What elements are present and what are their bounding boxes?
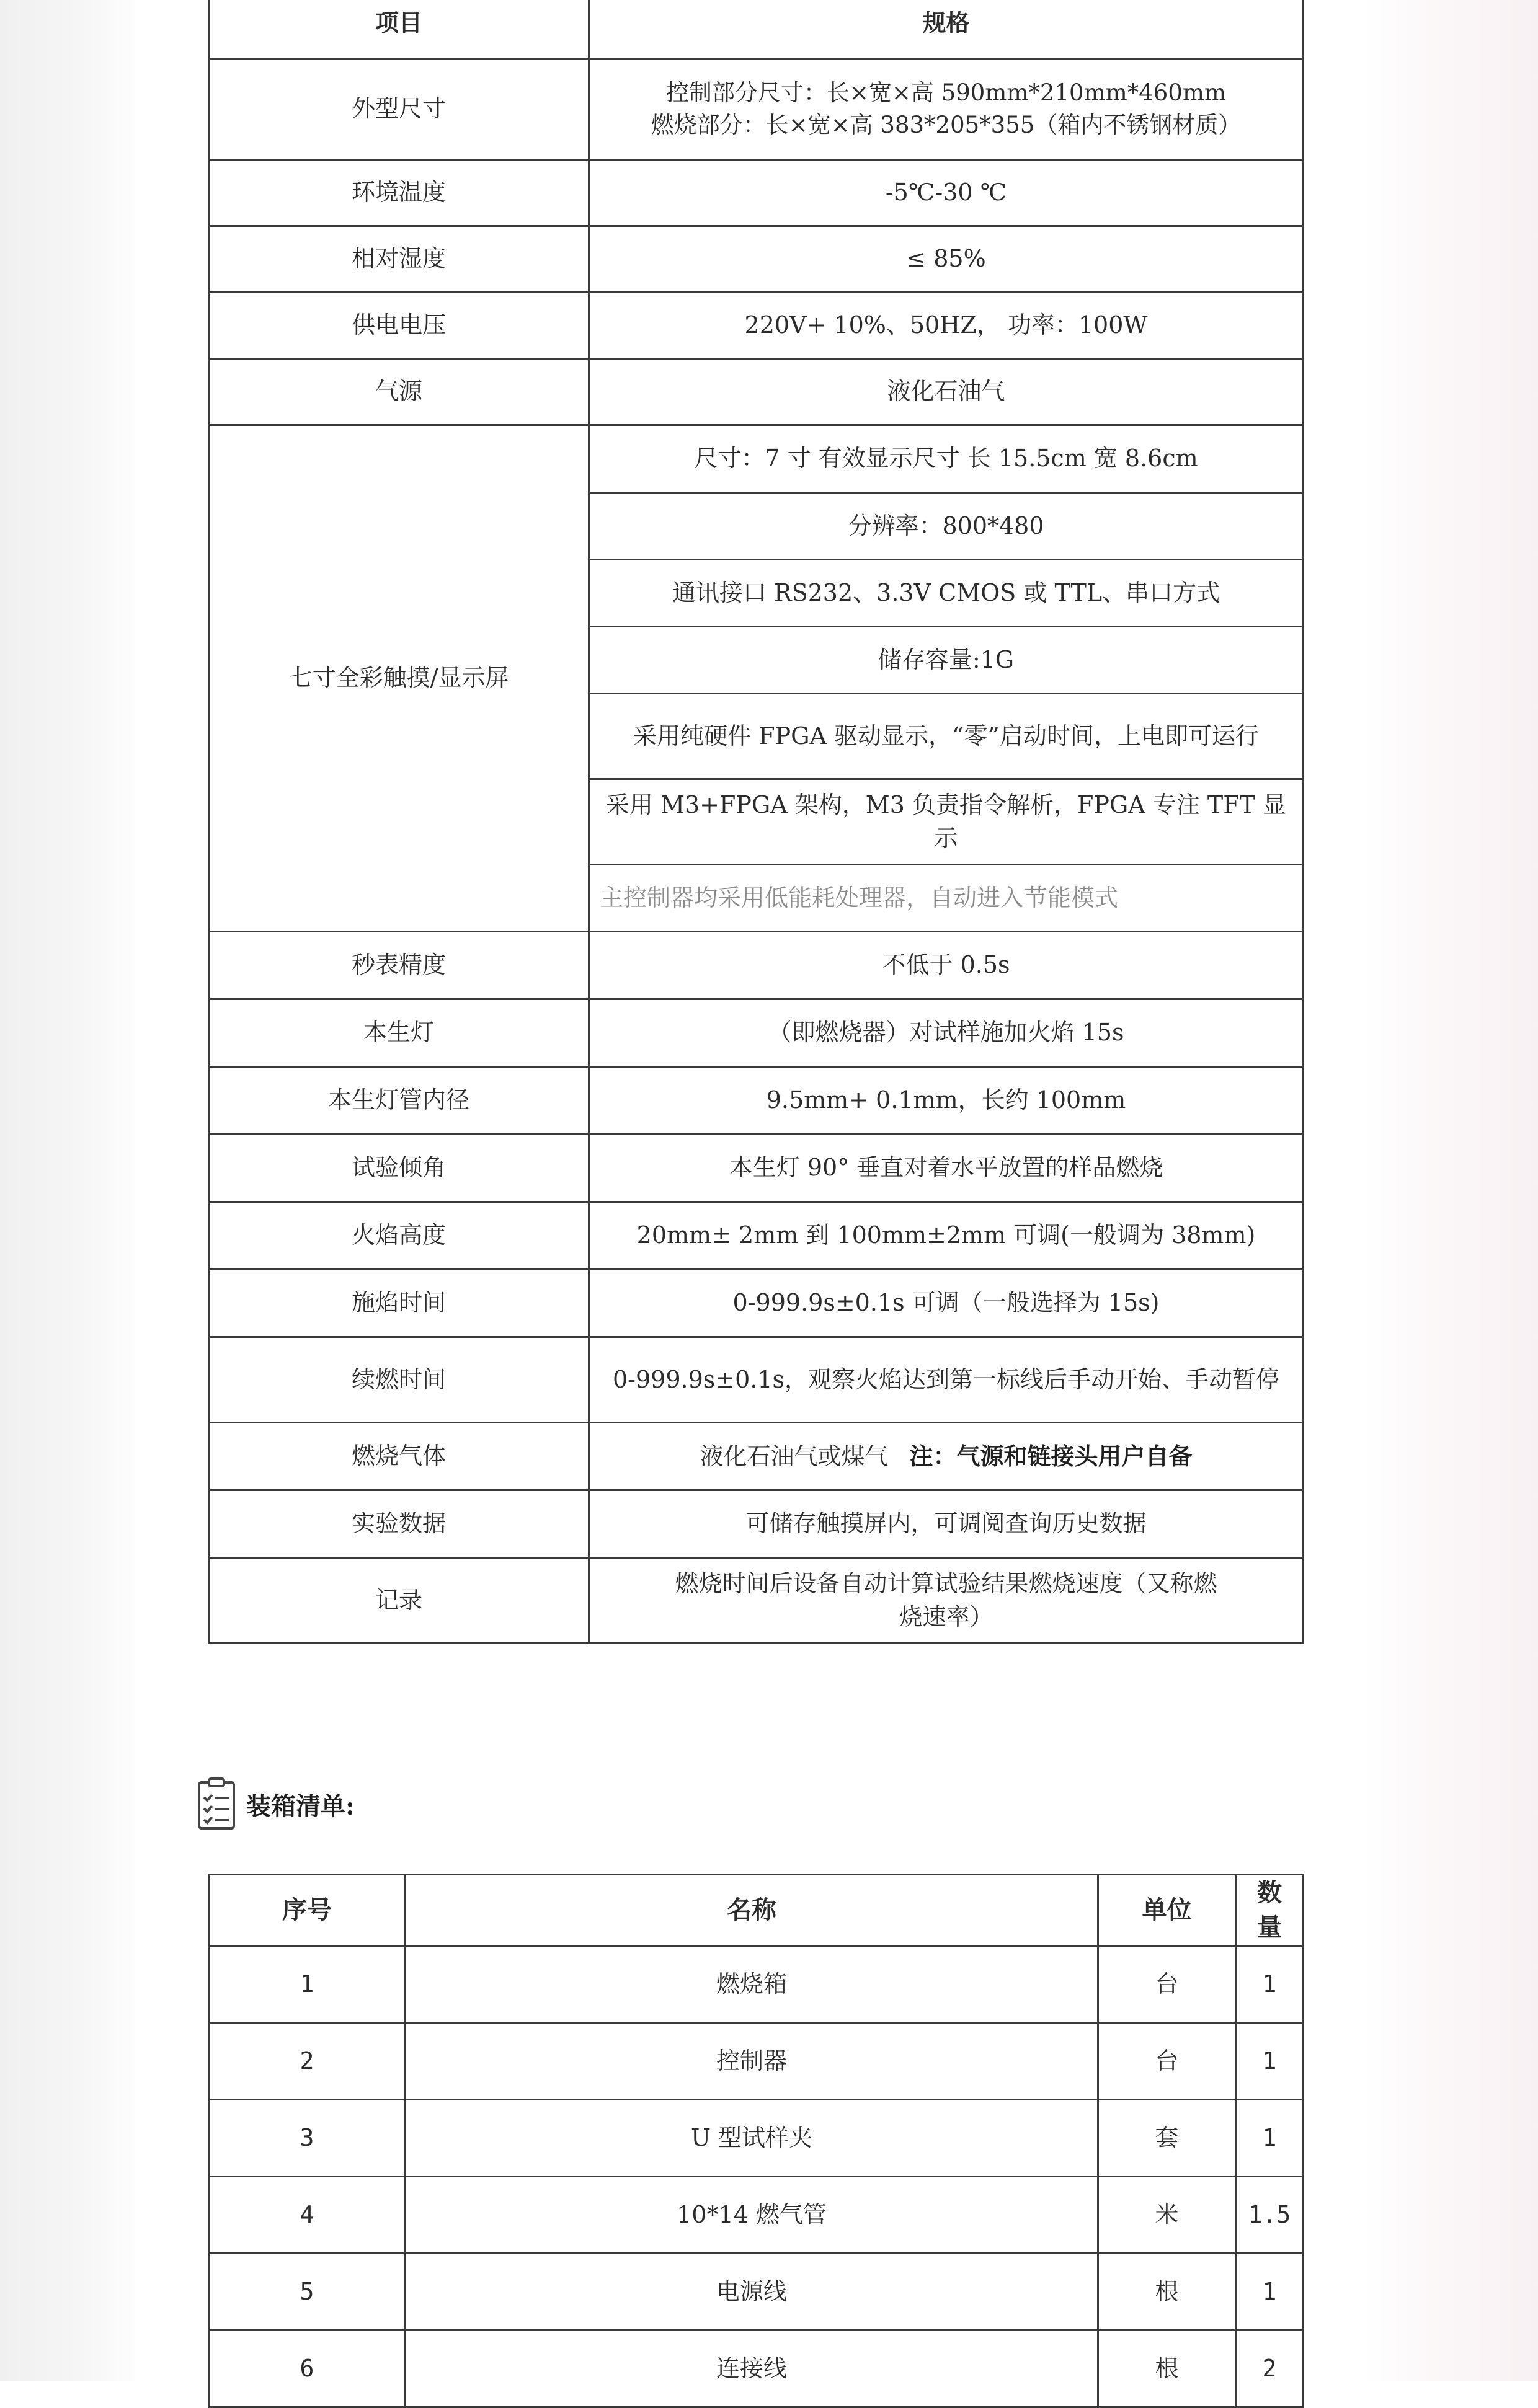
table-row [209, 2254, 1304, 2331]
spec-label: 供电电压 [209, 293, 589, 359]
cell-unit: 台 [1098, 2023, 1236, 2100]
spec-value-line: 控制部分尺寸：长×宽×高 590mm*210mm*460mm [665, 79, 1227, 107]
cell-index: 5 [209, 2254, 406, 2331]
spec-label: 记录 [209, 1558, 589, 1644]
spec-value: ≤ 85% [589, 226, 1304, 293]
spec-value: 0-999.9s±0.1s，观察火焰达到第一标线后手动开始、手动暂停 [589, 1337, 1304, 1423]
gas-value: 液化石油气或煤气 [700, 1442, 889, 1470]
packing-header-row [209, 1875, 1304, 1946]
table-row [209, 425, 1304, 493]
spec-value [589, 1423, 1304, 1490]
spec-label: 本生灯管内径 [209, 1067, 589, 1135]
packing-list-title: 装箱清单: [246, 1791, 355, 1821]
packing-header-unit: 单位 [1098, 1875, 1236, 1946]
spec-label: 气源 [209, 359, 589, 425]
table-row [209, 59, 1304, 160]
cell-qty: 1 [1236, 2254, 1304, 2331]
table-row [209, 1067, 1304, 1135]
spec-label: 相对湿度 [209, 226, 589, 293]
cell-unit: 台 [1098, 1946, 1236, 2023]
spec-label: 环境温度 [209, 160, 589, 226]
cell-name: 10*14 燃气管 [406, 2177, 1098, 2254]
spec-header-spec: 规格 [589, 0, 1304, 59]
table-row [209, 1946, 1304, 2023]
spec-value: 采用 M3+FPGA 架构，M3 负责指令解析，FPGA 专注 TFT 显示 [589, 779, 1304, 865]
table-row [209, 1558, 1304, 1644]
spec-value: 分辨率：800*480 [589, 493, 1304, 560]
spec-value: 20mm± 2mm 到 100mm±2mm 可调(一般调为 38mm) [589, 1202, 1304, 1270]
cell-index: 2 [209, 2023, 406, 2100]
cell-name: 电源线 [406, 2254, 1098, 2331]
table-row [209, 1270, 1304, 1337]
checklist-icon [195, 1776, 239, 1832]
spec-value: 尺寸：7 寸 有效显示尺寸 长 15.5cm 宽 8.6cm [589, 425, 1304, 493]
document-page [135, 0, 1364, 2381]
cell-qty: 1 [1236, 2023, 1304, 2100]
spec-label: 燃烧气体 [209, 1423, 589, 1490]
cell-qty: 2 [1236, 2331, 1304, 2407]
table-row [209, 1337, 1304, 1423]
spec-label: 施焰时间 [209, 1270, 589, 1337]
cell-index: 3 [209, 2100, 406, 2177]
spec-label: 外型尺寸 [209, 59, 589, 160]
spec-label: 秒表精度 [209, 932, 589, 999]
spec-value: 可储存触摸屏内，可调阅查询历史数据 [589, 1490, 1304, 1558]
table-row [209, 226, 1304, 293]
cell-name: 燃烧箱 [406, 1946, 1098, 2023]
table-row [209, 932, 1304, 999]
spec-value: -5℃-30 ℃ [589, 160, 1304, 226]
cell-index: 6 [209, 2331, 406, 2407]
table-row [209, 1135, 1304, 1202]
cell-name: 连接线 [406, 2331, 1098, 2407]
table-row [209, 1423, 1304, 1490]
packing-header-qty: 数量 [1236, 1875, 1304, 1946]
spec-value: 220V+ 10%、50HZ， 功率：100W [589, 293, 1304, 359]
packing-header-name: 名称 [406, 1875, 1098, 1946]
cell-index: 1 [209, 1946, 406, 2023]
cell-unit: 根 [1098, 2331, 1236, 2407]
spec-value: 燃烧时间后设备自动计算试验结果燃烧速度（又称燃烧速率） [589, 1558, 1304, 1644]
table-row [209, 160, 1304, 226]
spec-value: 通讯接口 RS232、3.3V CMOS 或 TTL、串口方式 [589, 560, 1304, 627]
spec-value: 0-999.9s±0.1s 可调（一般选择为 15s) [589, 1270, 1304, 1337]
left-margin [0, 0, 135, 2381]
packing-list-heading [195, 1773, 355, 1835]
spec-label-screen: 七寸全彩触摸/显示屏 [209, 425, 589, 932]
spec-label: 试验倾角 [209, 1135, 589, 1202]
packing-header-index: 序号 [209, 1875, 406, 1946]
spec-value: 主控制器均采用低能耗处理器，自动进入节能模式 [589, 865, 1304, 932]
spec-value: 本生灯 90° 垂直对着水平放置的样品燃烧 [589, 1135, 1304, 1202]
table-row [209, 1202, 1304, 1270]
packing-table [208, 1874, 1304, 2408]
table-row [209, 2100, 1304, 2177]
cell-unit: 套 [1098, 2100, 1236, 2177]
spec-value: 液化石油气 [589, 359, 1304, 425]
table-row [209, 1490, 1304, 1558]
spec-value: （即燃烧器）对试样施加火焰 15s [589, 999, 1304, 1067]
right-margin [1364, 0, 1538, 2381]
spec-table [208, 0, 1304, 1644]
table-row [209, 999, 1304, 1067]
cell-qty: 1 [1236, 2100, 1304, 2177]
cell-name: 控制器 [406, 2023, 1098, 2100]
cell-name: U 型试样夹 [406, 2100, 1098, 2177]
cell-qty: 1 [1236, 1946, 1304, 2023]
table-row [209, 359, 1304, 425]
spec-label: 本生灯 [209, 999, 589, 1067]
spec-value: 采用纯硬件 FPGA 驱动显示，“零”启动时间，上电即可运行 [589, 694, 1304, 779]
cell-unit: 米 [1098, 2177, 1236, 2254]
table-row [209, 2331, 1304, 2407]
spec-label: 续燃时间 [209, 1337, 589, 1423]
cell-index: 4 [209, 2177, 406, 2254]
spec-header-row [209, 0, 1304, 59]
spec-value: 储存容量:1G [589, 627, 1304, 694]
gas-note: 注：气源和链接头用户自备 [909, 1441, 1193, 1470]
spec-value: 不低于 0.5s [589, 932, 1304, 999]
spec-header-item: 项目 [209, 0, 589, 59]
spec-label: 实验数据 [209, 1490, 589, 1558]
spec-label: 火焰高度 [209, 1202, 589, 1270]
table-row [209, 2023, 1304, 2100]
cell-qty: 1.5 [1236, 2177, 1304, 2254]
spec-value-line: 燃烧部分：长×宽×高 383*205*355（箱内不锈钢材质） [651, 112, 1242, 138]
cell-unit: 根 [1098, 2254, 1236, 2331]
table-row [209, 293, 1304, 359]
spec-value [589, 59, 1304, 160]
spec-value: 9.5mm+ 0.1mm，长约 100mm [589, 1067, 1304, 1135]
table-row [209, 2177, 1304, 2254]
